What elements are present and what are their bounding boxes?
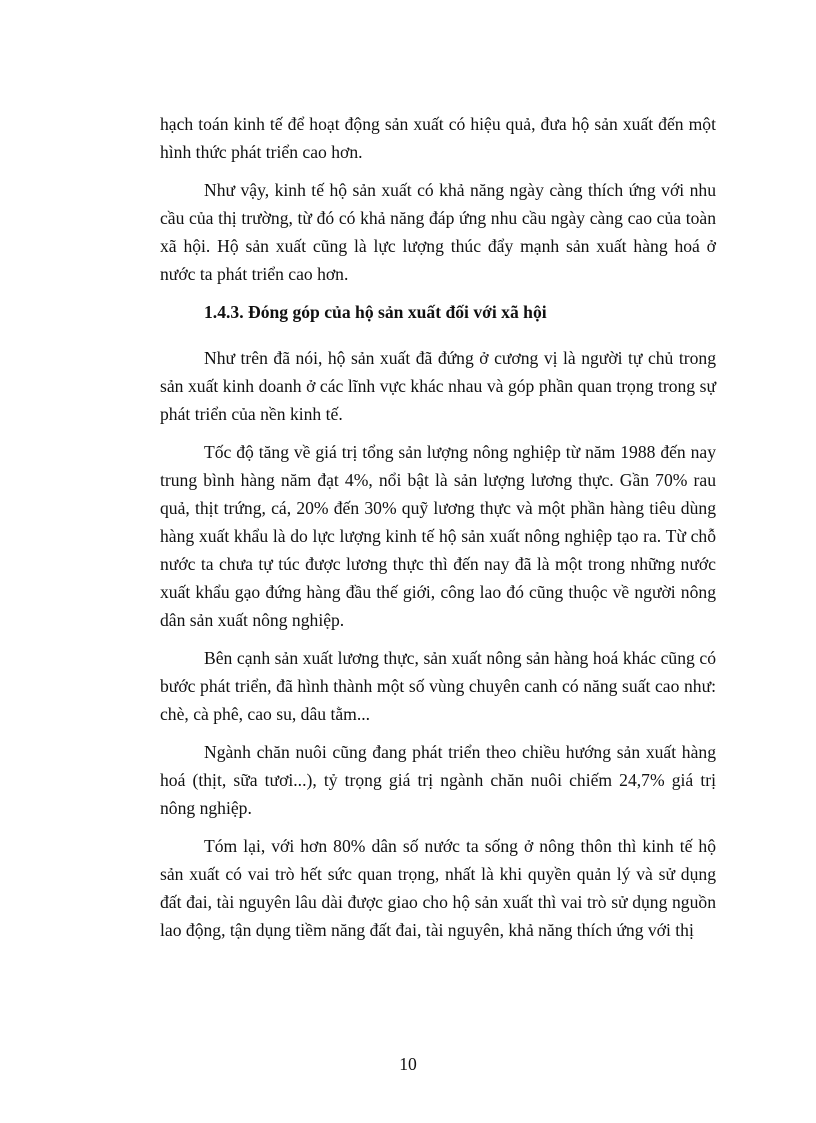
body-paragraph: Tóm lại, với hơn 80% dân số nước ta sống ở nông thôn thì kinh tế hộ sản xuất có vai trò hết sức quan trọng, nhất là khi quyền quản lý và sử dụng đất đai, tài nguyên lâu dài được giao cho hộ sản xuất thì vai trò sử dụng nguồn lao động, tận dụng tiềm năng đất đai, tài nguyên, khả năng thích ứng với thị [160, 836, 716, 940]
body-paragraph: Như trên đã nói, hộ sản xuất đã đứng ở cương vị là người tự chủ trong sản xuất kinh doanh ở các lĩnh vực khác nhau và góp phần quan trọng trong sự phát triển của nền kinh tế. [160, 348, 716, 424]
page-body [160, 110, 716, 954]
section-heading: 1.4.3. Đóng góp của hộ sản xuất đối với xã hội [204, 302, 547, 322]
body-paragraph: Bên cạnh sản xuất lương thực, sản xuất nông sản hàng hoá khác cũng có bước phát triển, đã hình thành một số vùng chuyên canh có năng suất cao như: chè, cà phê, cao su, dâu tằm... [160, 648, 716, 724]
page-number: 10 [399, 1054, 417, 1074]
body-paragraph: Tốc độ tăng về giá trị tổng sản lượng nông nghiệp từ năm 1988 đến nay trung bình hàng năm đạt 4%, nổi bật là sản lượng lương thực. Gần 70% rau quả, thịt trứng, cá, 20% đến 30% quỹ lương thực và một phần hàng tiêu dùng hàng xuất khẩu là do lực lượng kinh tế hộ sản xuất nông nghiệp tạo ra. Từ chỗ nước ta chưa tự túc được lương thực thì đến nay đã là một trong những nước xuất khẩu gạo đứng hàng đầu thế giới, công lao đó cũng thuộc về người nông dân sản xuất nông nghiệp. [160, 442, 716, 630]
body-paragraph: Như vậy, kinh tế hộ sản xuất có khả năng ngày càng thích ứng với nhu cầu của thị trường, từ đó có khả năng đáp ứng nhu cầu ngày càng cao của toàn xã hội. Hộ sản xuất cũng là lực lượng thúc đẩy mạnh sản xuất hàng hoá ở nước ta phát triển cao hơn. [160, 180, 716, 284]
body-paragraph: Ngành chăn nuôi cũng đang phát triển theo chiều hướng sản xuất hàng hoá (thịt, sữa tươi...), tỷ trọng giá trị ngành chăn nuôi chiếm 24,7% giá trị nông nghiệp. [160, 742, 716, 818]
continued-paragraph: hạch toán kinh tế để hoạt động sản xuất có hiệu quả, đưa hộ sản xuất đến một hình thức phát triển cao hơn. [160, 114, 716, 162]
